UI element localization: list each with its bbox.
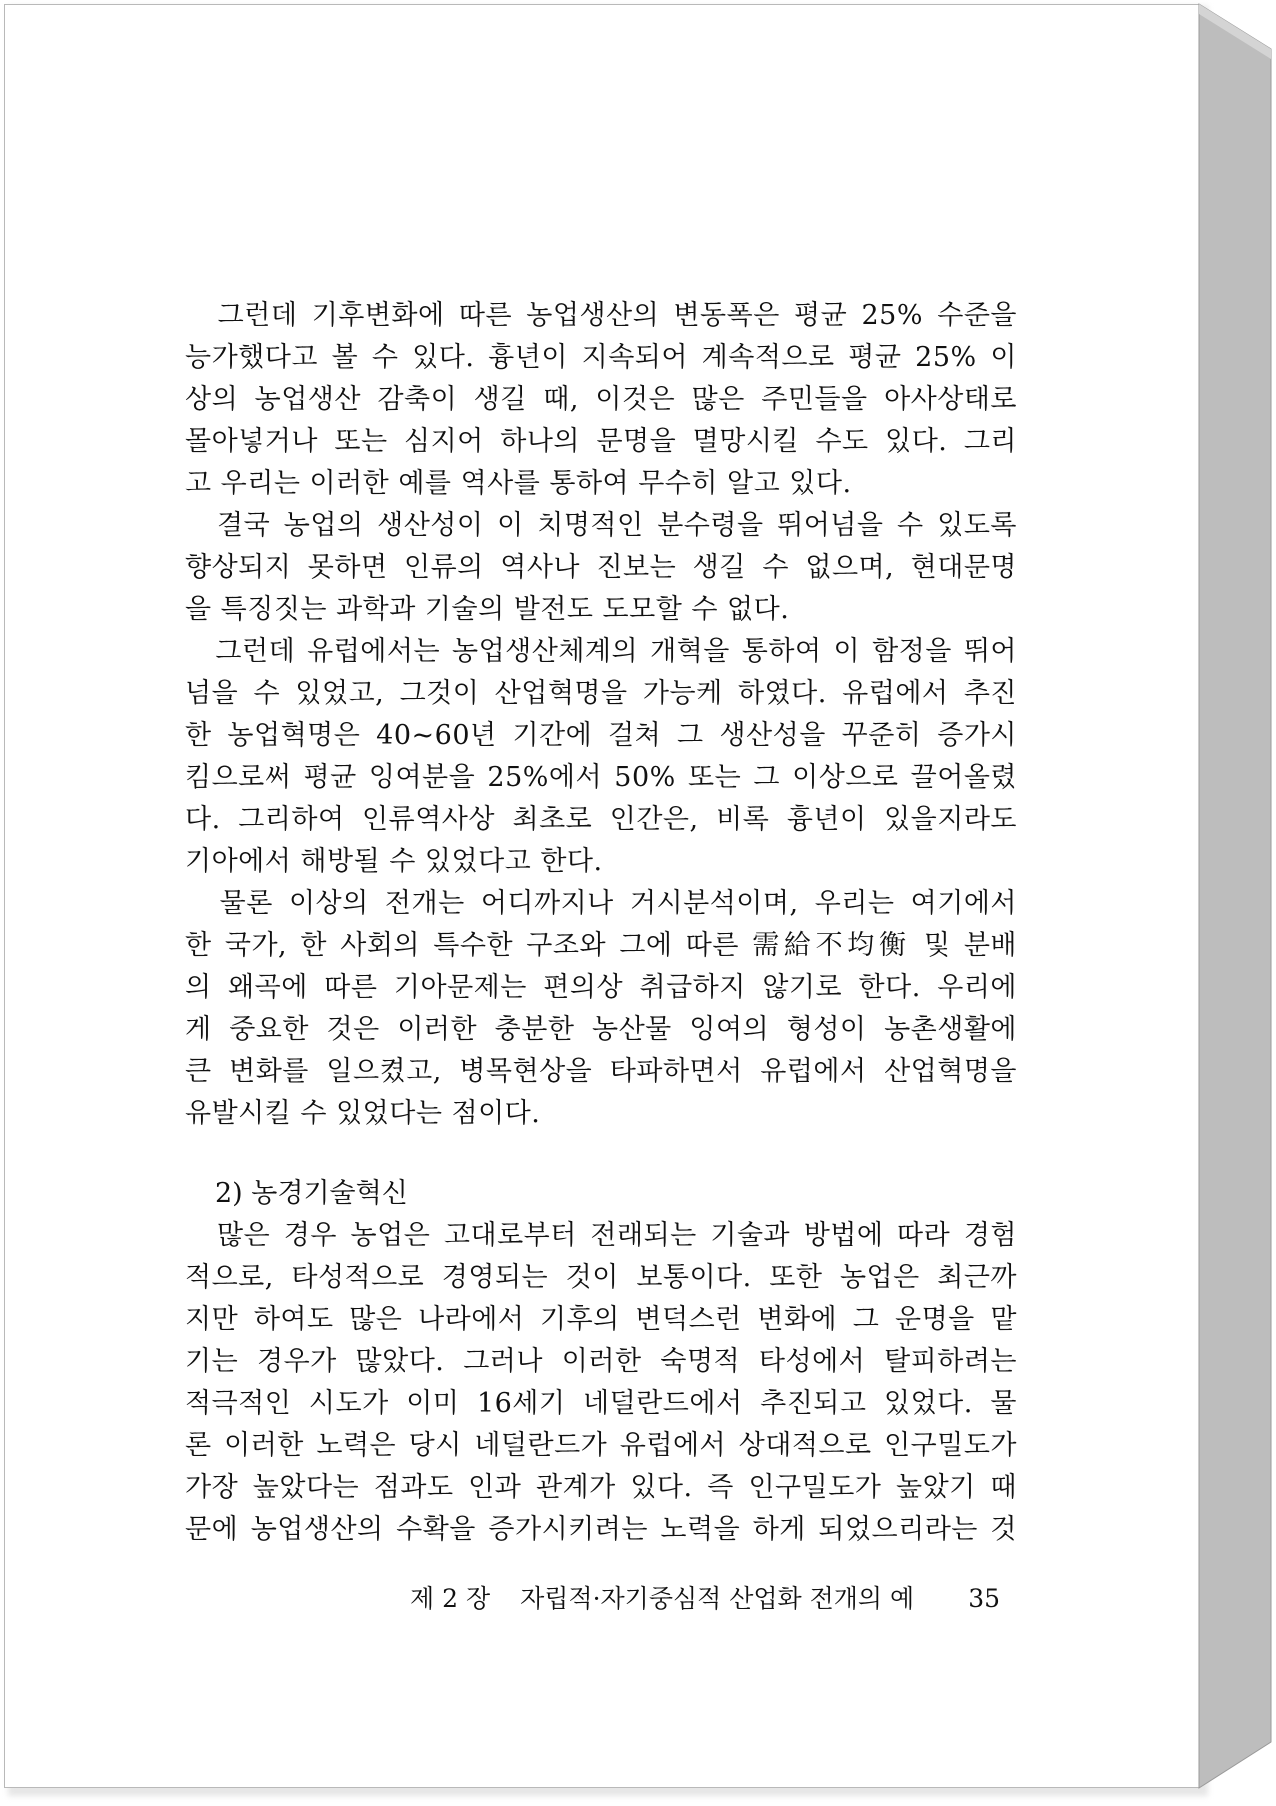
text-line: 한 농업혁명은 40~60년 기간에 걸쳐 그 생산성을 꾸준히 증가시: [185, 720, 1017, 751]
chapter-label: 제 2 장: [410, 1584, 491, 1613]
text-line: 몰아넣거나 또는 심지어 하나의 문명을 멸망시킬 수도 있다. 그리: [185, 426, 1017, 457]
text-line: 적극적인 시도가 이미 16세기 네덜란드에서 추진되고 있었다. 물: [185, 1388, 1017, 1419]
text-line: 향상되지 못하면 인류의 역사나 진보는 생길 수 없으며, 현대문명: [185, 552, 1017, 583]
book-edge: [1199, 4, 1271, 1788]
text-line: 문에 농업생산의 수확을 증가시키려는 노력을 하게 되었으리라는 것: [185, 1514, 1017, 1545]
text-line: 킴으로써 평균 잉여분을 25%에서 50% 또는 그 이상으로 끌어올렸: [185, 762, 1017, 793]
chapter-title: 자립적·자기중심적 산업화 전개의 예: [520, 1584, 915, 1613]
paragraph: [185, 631, 1017, 883]
text-line: 고 우리는 이러한 예를 역사를 통하여 무수히 알고 있다.: [185, 468, 852, 499]
paragraph: [185, 295, 1017, 505]
text-line: 물론 이상의 전개는 어디까지나 거시분석이며, 우리는 여기에서: [185, 888, 1017, 919]
section-heading: 2) 농경기술혁신: [215, 1178, 408, 1209]
paragraph: [185, 505, 1017, 631]
text-line: 가장 높았다는 점과도 인과 관계가 있다. 즉 인구밀도가 높았기 때: [185, 1472, 1017, 1503]
page-number: 35: [968, 1584, 1000, 1613]
text-line: 넘을 수 있었고, 그것이 산업혁명을 가능케 하였다. 유럽에서 추진: [185, 678, 1017, 709]
text-line: 의 왜곡에 따른 기아문제는 편의상 취급하지 않기로 한다. 우리에: [185, 972, 1017, 1003]
text-line: 한 국가, 한 사회의 특수한 구조와 그에 따른 需給不均衡 및 분배: [185, 930, 1017, 961]
text-line: 그런데 기후변화에 따른 농업생산의 변동폭은 평균 25% 수준을: [185, 300, 1017, 331]
text-line: 능가했다고 볼 수 있다. 흉년이 지속되어 계속적으로 평균 25% 이: [185, 342, 1017, 373]
text-line: 많은 경우 농업은 고대로부터 전래되는 기술과 방법에 따라 경험: [185, 1220, 1017, 1251]
text-line: 큰 변화를 일으켰고, 병목현상을 타파하면서 유럽에서 산업혁명을: [185, 1056, 1017, 1087]
text-line: 유발시킬 수 있었다는 점이다.: [185, 1098, 541, 1129]
paragraph: [185, 1215, 1017, 1551]
text-line: 을 특징짓는 과학과 기술의 발전도 도모할 수 없다.: [185, 594, 790, 625]
text-line: 다. 그리하여 인류역사상 최초로 인간은, 비록 흉년이 있을지라도: [185, 804, 1017, 835]
running-footer: [410, 1579, 1000, 1619]
section-spacer: [185, 1135, 1017, 1173]
text-line: 지만 하여도 많은 나라에서 기후의 변덕스런 변화에 그 운명을 맡: [185, 1304, 1017, 1335]
text-line: 적으로, 타성적으로 경영되는 것이 보통이다. 또한 농업은 최근까: [185, 1262, 1017, 1293]
text-line: 기는 경우가 많았다. 그러나 이러한 숙명적 타성에서 탈피하려는: [185, 1346, 1017, 1377]
text-line: 게 중요한 것은 이러한 충분한 농산물 잉여의 형성이 농촌생활에: [185, 1014, 1017, 1045]
text-line: 그런데 유럽에서는 농업생산체계의 개혁을 통하여 이 함정을 뛰어: [185, 636, 1017, 667]
paragraph: [185, 883, 1017, 1135]
page-body: [185, 295, 1017, 1551]
text-line: 결국 농업의 생산성이 이 치명적인 분수령을 뛰어넘을 수 있도록: [185, 510, 1017, 541]
text-line: 론 이러한 노력은 당시 네덜란드가 유럽에서 상대적으로 인구밀도가: [185, 1430, 1017, 1461]
text-line: 상의 농업생산 감축이 생길 때, 이것은 많은 주민들을 아사상태로: [185, 384, 1017, 415]
text-line: 기아에서 해방될 수 있었다고 한다.: [185, 846, 603, 877]
